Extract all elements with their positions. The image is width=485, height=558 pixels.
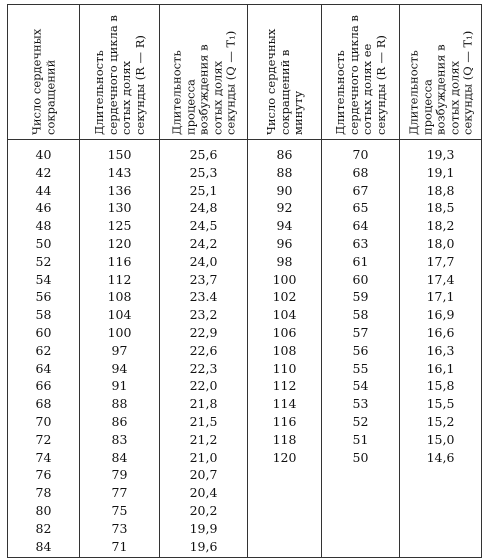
- table-cell: 51: [352, 431, 369, 447]
- table-cell: 104: [107, 307, 132, 323]
- table-cell: 78: [35, 485, 52, 501]
- table-cell: 23,2: [189, 307, 218, 323]
- table-cell: 56: [35, 289, 52, 305]
- table-cell: 15,8: [426, 378, 455, 394]
- header-excitation-duration-2: Длительность процесса возбуждения в сотых долях секунды (Q — T₁): [400, 5, 482, 140]
- table-cell: 15,0: [426, 431, 455, 447]
- table-cell: 15,2: [426, 413, 455, 429]
- table-cell: 70: [352, 147, 369, 162]
- table-cell: 63: [352, 235, 369, 251]
- table-cell: 60: [35, 324, 52, 340]
- table-cell: 84: [111, 449, 128, 465]
- table-cell: 19,1: [426, 164, 455, 180]
- table-cell: 23.4: [189, 289, 218, 305]
- header-heart-rate-2: Число сердечных сокращений в минуту: [248, 5, 322, 140]
- column-excitation-duration-2: [400, 140, 482, 558]
- header-cycle-duration-2: Длительность сердечного цикла в сотых долях ее секунды (R — R): [322, 5, 400, 140]
- table-cell: 24,8: [189, 200, 218, 216]
- table-cell: 54: [35, 271, 52, 287]
- table-cell: 19,6: [189, 538, 218, 554]
- data-row: [8, 140, 482, 558]
- table-cell: 136: [107, 182, 132, 198]
- table-cell: 120: [272, 449, 297, 465]
- table-cell: 64: [352, 218, 369, 234]
- table-cell: 84: [35, 538, 52, 554]
- table-cell: 58: [35, 307, 52, 323]
- table-cell: 66: [35, 378, 52, 394]
- header-cycle-duration-1: Длительность сердечного цикла в сотых долях секунды (R — R): [80, 5, 160, 140]
- table-cell: 112: [272, 378, 297, 394]
- table-cell: 16,1: [426, 360, 455, 376]
- table-cell: 15,5: [426, 396, 455, 412]
- table-cell: 106: [272, 324, 297, 340]
- table-cell: 25,1: [189, 182, 218, 198]
- table-cell: 64: [35, 360, 52, 376]
- table-cell: 102: [272, 289, 297, 305]
- table-cell: 83: [111, 431, 128, 447]
- table-cell: 25,3: [189, 164, 218, 180]
- table-cell: 67: [352, 182, 369, 198]
- table-cell: 25,6: [189, 147, 218, 162]
- table-cell: 108: [107, 289, 132, 305]
- column-heart-rate-1: [8, 140, 80, 558]
- table-cell: 70: [35, 413, 52, 429]
- table-cell: 42: [35, 164, 52, 180]
- table-cell: 23,7: [189, 271, 218, 287]
- table-cell: 19,9: [189, 520, 218, 536]
- table-cell: 19,3: [426, 147, 455, 162]
- column-excitation-duration-1: [160, 140, 248, 558]
- table-cell: 52: [35, 253, 52, 269]
- table-cell: 20,2: [189, 502, 218, 518]
- table-cell: 116: [272, 413, 297, 429]
- table-cell: 24,2: [189, 235, 218, 251]
- table-cell: 71: [111, 538, 128, 554]
- table-cell: 14,6: [426, 449, 455, 465]
- header-excitation-duration-1: Длительность процесса возбуждения в сотых долях секунды (Q — T₁): [160, 5, 248, 140]
- table-cell: 68: [35, 396, 52, 412]
- column-heart-rate-2: [248, 140, 322, 558]
- table-cell: 110: [272, 360, 297, 376]
- table-cell: 16,6: [426, 324, 455, 340]
- table-cell: 57: [352, 324, 369, 340]
- table-cell: 73: [111, 520, 128, 536]
- table-cell: 24,5: [189, 218, 218, 234]
- table-cell: 16,3: [426, 342, 455, 358]
- table-cell: 65: [352, 200, 369, 216]
- header-row: [8, 5, 482, 140]
- table-cell: 18,0: [426, 235, 455, 251]
- table-cell: 60: [352, 271, 369, 287]
- table-cell: 72: [35, 431, 52, 447]
- table-cell: 116: [107, 253, 132, 269]
- table-cell: 91: [111, 378, 128, 394]
- table-cell: 17,4: [426, 271, 455, 287]
- table-cell: 90: [276, 182, 293, 198]
- table-cell: 52: [352, 413, 369, 429]
- table-cell: 79: [111, 467, 128, 483]
- table-cell: 80: [35, 502, 52, 518]
- table-cell: 18,8: [426, 182, 455, 198]
- table-cell: 22,6: [189, 342, 218, 358]
- table-cell: 50: [35, 235, 52, 251]
- table-cell: 108: [272, 342, 297, 358]
- table-cell: 96: [276, 235, 293, 251]
- table-cell: 143: [107, 164, 132, 180]
- table-cell: 22,0: [189, 378, 218, 394]
- table-cell: 58: [352, 307, 369, 323]
- table-cell: 92: [276, 200, 293, 216]
- table-cell: 21,8: [189, 396, 218, 412]
- table-cell: 88: [276, 164, 293, 180]
- table-cell: 118: [272, 431, 297, 447]
- table-cell: 55: [352, 360, 369, 376]
- table-cell: 104: [272, 307, 297, 323]
- table-cell: 130: [107, 200, 132, 216]
- table-cell: 21,0: [189, 449, 218, 465]
- table-cell: 77: [111, 485, 128, 501]
- table-cell: 18,5: [426, 200, 455, 216]
- table-cell: 21,2: [189, 431, 218, 447]
- table-cell: 76: [35, 467, 52, 483]
- table-cell: 86: [276, 147, 293, 162]
- table-cell: 22,3: [189, 360, 218, 376]
- table-cell: 50: [352, 449, 369, 465]
- table-cell: 54: [352, 378, 369, 394]
- table-cell: 40: [35, 147, 52, 162]
- table-cell: 100: [272, 271, 297, 287]
- table-cell: 74: [35, 449, 52, 465]
- table-cell: 94: [111, 360, 128, 376]
- table-cell: 62: [35, 342, 52, 358]
- table-cell: 48: [35, 218, 52, 234]
- column-cycle-duration-2: [322, 140, 400, 558]
- table-cell: 97: [111, 342, 128, 358]
- table-cell: 82: [35, 520, 52, 536]
- table-cell: 18,2: [426, 218, 455, 234]
- table-cell: 17,1: [426, 289, 455, 305]
- table-cell: 21,5: [189, 413, 218, 429]
- table-cell: 20,7: [189, 467, 218, 483]
- table-cell: 150: [107, 147, 132, 162]
- column-cycle-duration-1: [80, 140, 160, 558]
- table-cell: 88: [111, 396, 128, 412]
- table-cell: 16,9: [426, 307, 455, 323]
- table-cell: 114: [272, 396, 297, 412]
- table-cell: 120: [107, 235, 132, 251]
- table-cell: 24,0: [189, 253, 218, 269]
- table-cell: 75: [111, 502, 128, 518]
- table-cell: 53: [352, 396, 369, 412]
- table-cell: 59: [352, 289, 369, 305]
- table-cell: 86: [111, 413, 128, 429]
- table-cell: 56: [352, 342, 369, 358]
- table-cell: 98: [276, 253, 293, 269]
- table-cell: 17,7: [426, 253, 455, 269]
- table-cell: 22,9: [189, 324, 218, 340]
- table-cell: 20,4: [189, 485, 218, 501]
- table-cell: 100: [107, 324, 132, 340]
- table-cell: 61: [352, 253, 369, 269]
- table-cell: 94: [276, 218, 293, 234]
- table-cell: 68: [352, 164, 369, 180]
- table-cell: 44: [35, 182, 52, 198]
- table-cell: 112: [107, 271, 132, 287]
- header-heart-rate-1: Число сердечных сокращений: [8, 5, 80, 140]
- table-cell: 125: [107, 218, 132, 234]
- heart-rate-table: [7, 4, 482, 558]
- table-cell: 46: [35, 200, 52, 216]
